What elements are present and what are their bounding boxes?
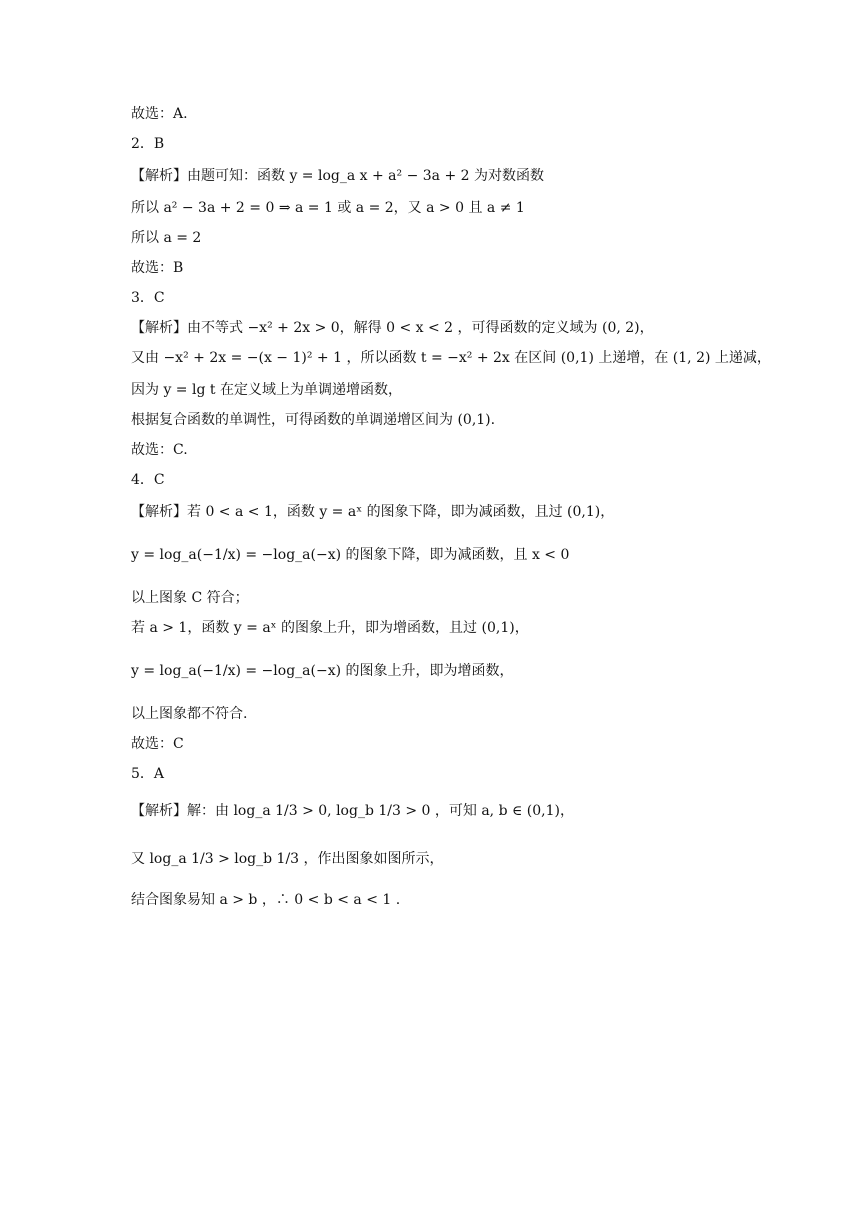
analysis-3-line-4: 根据复合函数的单调性，可得函数的单调递增区间为 (0,1).: [131, 412, 496, 428]
answer-heading-5: 5．A: [131, 766, 165, 782]
choice-line-4: 故选：C: [131, 736, 184, 752]
analysis-5-line-1: 【解析】解：由 log_a 1/3 > 0, log_b 1/3 > 0 ，可知 a, b ∈ (0,1)，: [131, 803, 574, 819]
analysis-4-line-4: 若 a > 1，函数 y = aˣ 的图象上升，即为增函数，且过 (0,1)，: [131, 620, 529, 636]
analysis-2-line-3: 所以 a = 2: [131, 230, 202, 246]
choice-line-2: 故选：B: [131, 260, 184, 276]
analysis-2-line-1: 【解析】由题可知：函数 y = log_a x + a² − 3a + 2 为对数函数: [131, 168, 545, 184]
analysis-2-line-2: 所以 a² − 3a + 2 = 0 ⇒ a = 1 或 a = 2，又 a > 0 且 a ≠ 1: [131, 200, 525, 216]
analysis-5-line-2: 又 log_a 1/3 > log_b 1/3 ，作出图象如图所示，: [131, 851, 444, 867]
analysis-4-line-5: y = log_a(−1/x) = −log_a(−x) 的图象上升，即为增函数，: [131, 663, 514, 679]
answer-heading-3: 3．C: [131, 290, 165, 306]
analysis-4-line-2: y = log_a(−1/x) = −log_a(−x) 的图象下降，即为减函数，且 x < 0: [131, 547, 570, 563]
answer-heading-4: 4．C: [131, 472, 165, 488]
analysis-3-line-3: 因为 y = lg t 在定义域上为单调递增函数，: [131, 382, 402, 398]
analysis-4-line-1: 【解析】若 0 < a < 1，函数 y = aˣ 的图象下降，即为减函数，且过 (0,1)，: [131, 504, 615, 520]
answer-heading-2: 2．B: [131, 136, 165, 152]
analysis-4-line-3: 以上图象 C 符合；: [131, 590, 249, 606]
analysis-4-line-6: 以上图象都不符合.: [131, 706, 248, 722]
analysis-3-line-2: 又由 −x² + 2x = −(x − 1)² + 1 ，所以函数 t = −x² + 2x 在区间 (0,1) 上递增，在 (1, 2) 上递减，: [131, 350, 771, 366]
analysis-3-line-1: 【解析】由不等式 −x² + 2x > 0，解得 0 < x < 2 ，可得函数的定义域为 (0, 2)，: [131, 320, 654, 336]
analysis-5-line-3: 结合图象易知 a > b ，∴ 0 < b < a < 1 .: [131, 892, 401, 908]
text-line-1: 故选：A.: [131, 106, 188, 122]
choice-line-3: 故选：C.: [131, 442, 188, 458]
